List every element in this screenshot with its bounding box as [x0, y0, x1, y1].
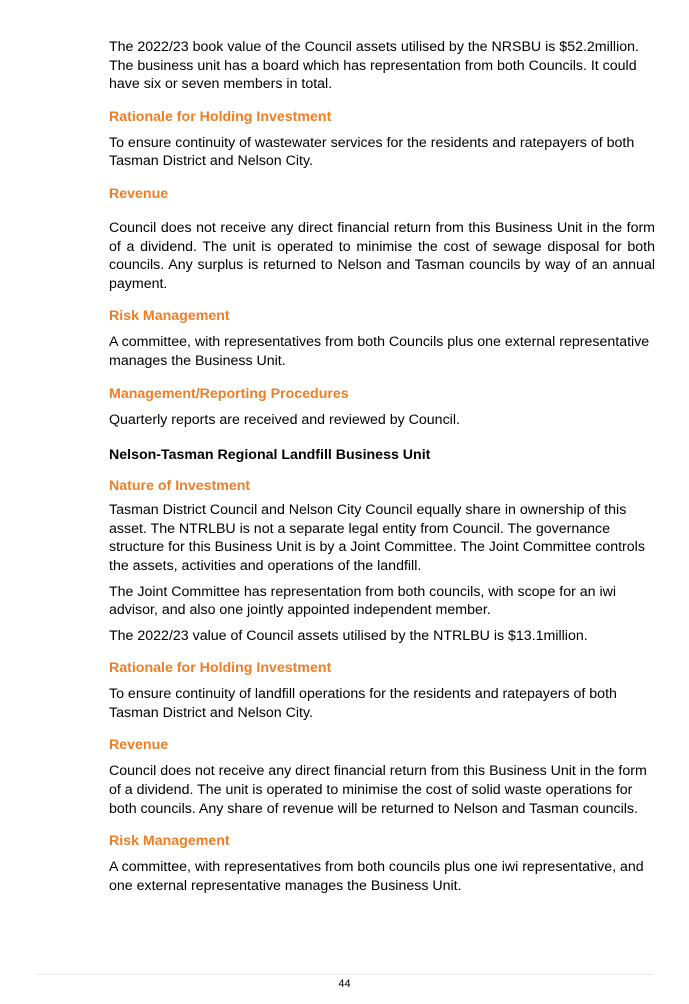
ntrlbu-risk-heading: Risk Management — [109, 833, 230, 850]
ntrlbu-nature-heading: Nature of Investment — [109, 478, 251, 495]
ntrlbu-nature-paragraph-2: The Joint Committee has representation from both councils, with scope for an iwi advisor, and also one jointly appointed independent member. — [109, 583, 617, 619]
ntrlbu-section-title: Nelson-Tasman Regional Landfill Business Unit — [109, 447, 431, 464]
document-page — [109, 34, 655, 895]
ntrlbu-revenue-heading: Revenue — [109, 737, 169, 754]
nrsbu-reporting-heading: Management/Reporting Procedures — [109, 385, 349, 402]
footer-divider — [36, 974, 654, 975]
nrsbu-risk-heading: Risk Management — [109, 308, 230, 325]
nrsbu-risk-paragraph: A committee, with representatives from both Councils plus one external representative manages the Business Unit. — [109, 334, 650, 369]
ntrlbu-revenue-paragraph: Council does not receive any direct financial return from this Business Unit in the form of a dividend. The unit is operated to minimise the cost of solid waste operations for both councils. Any share of revenue will be returned to Nelson and Tasman councils. — [109, 763, 647, 817]
nrsbu-rationale-paragraph: To ensure continuity of wastewater services for the residents and ratepayers of both Tasman District and Nelson City. — [109, 134, 635, 170]
nrsbu-intro-paragraph: The 2022/23 book value of the Council assets utilised by the NRSBU is $52.2million. The business unit has a board which has representation from both Councils. It could have six or seven members in total. — [109, 39, 639, 93]
nrsbu-revenue-heading: Revenue — [109, 185, 169, 202]
ntrlbu-rationale-heading: Rationale for Holding Investment — [109, 660, 332, 677]
ntrlbu-nature-paragraph-3: The 2022/23 value of Council assets utilised by the NTRLBU is $13.1million. — [109, 627, 588, 644]
nrsbu-rationale-heading: Rationale for Holding Investment — [109, 108, 332, 125]
ntrlbu-nature-paragraph-1: Tasman District Council and Nelson City Council equally share in ownership of this asset. The NTRLBU is not a separate legal entity from Council. The governance structure for this Business Unit is by a Joint Committee. The Joint Committee controls the assets, activities and operations of the landfill. — [109, 502, 645, 574]
ntrlbu-rationale-paragraph: To ensure continuity of landfill operations for the residents and ratepayers of both Tasman District and Nelson City. — [109, 686, 617, 721]
page-number: 44 — [338, 978, 351, 990]
nrsbu-reporting-paragraph: Quarterly reports are received and reviewed by Council. — [109, 411, 460, 428]
ntrlbu-risk-paragraph: A committee, with representatives from both councils plus one iwi representative, and one external representative manages the Business Unit. — [109, 859, 644, 894]
nrsbu-revenue-paragraph: Council does not receive any direct financial return from this Business Unit in the form of a dividend. The unit is operated to minimise the cost of sewage disposal for both councils. Any surplus is returned to Nelson and Tasman councils by way of an annual payment. — [109, 219, 655, 292]
